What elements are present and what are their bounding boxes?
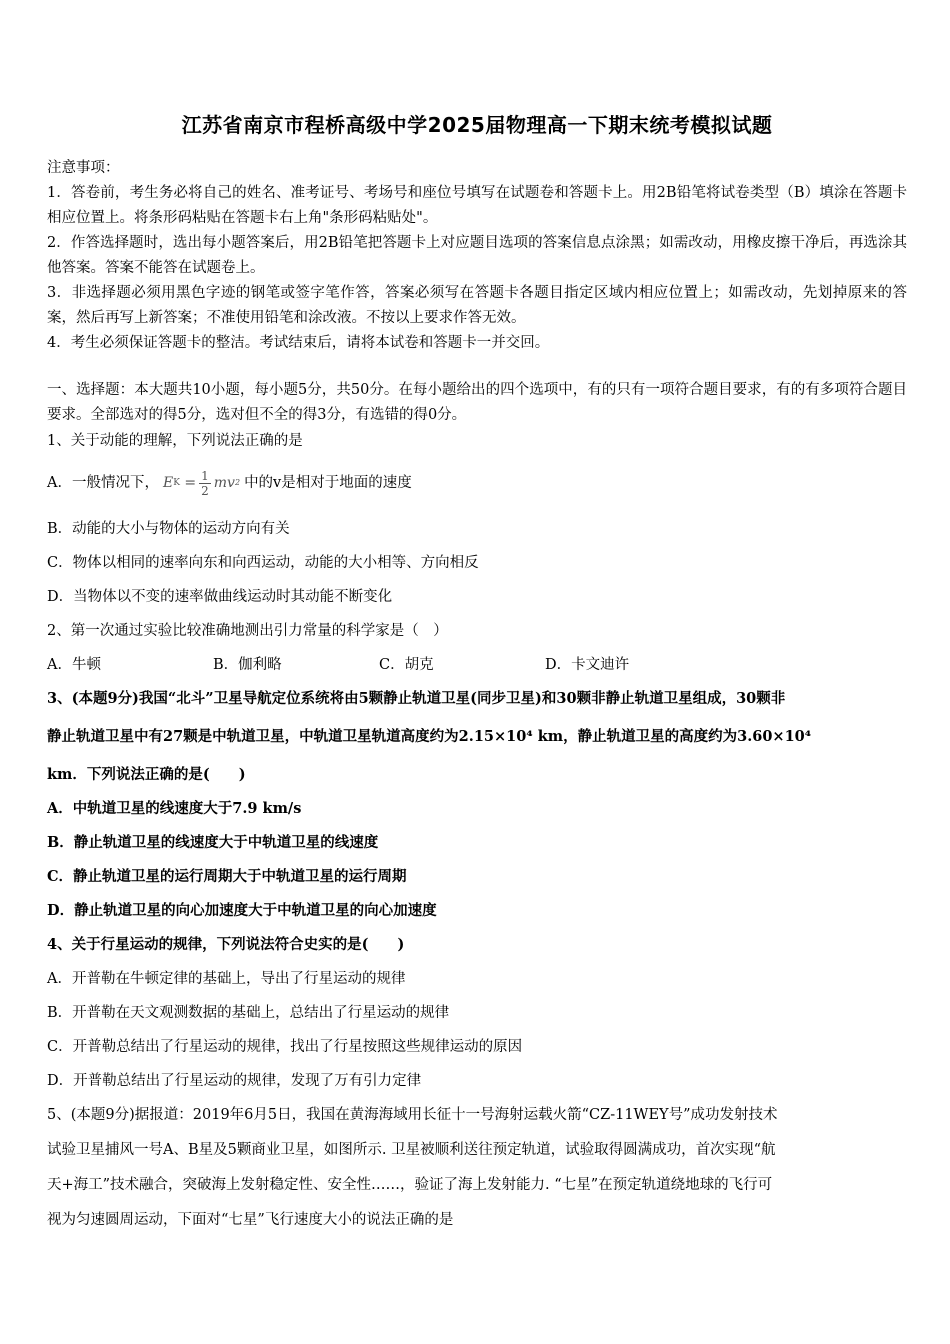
question-5 (47, 1098, 907, 1238)
formula-numerator: 1 (201, 468, 209, 483)
question-3 (47, 680, 907, 922)
option-c: C．物体以相同的速率向东和向西运动，动能的大小相等、方向相反 (47, 555, 479, 571)
option-c: C．静止轨道卫星的运行周期大于中轨道卫星的运行周期 (47, 868, 407, 885)
option-b: B．伽利略 (213, 657, 282, 673)
question-2 (47, 620, 907, 676)
question-stem: 1、关于动能的理解，下列说法正确的是 (47, 433, 303, 449)
formula-fraction (199, 469, 211, 498)
question-4 (47, 934, 907, 1092)
option-a-prefix: A．一般情况下， (47, 475, 159, 491)
kinetic-energy-formula: E K = $\frac{1}{2}$ mv 2 (163, 460, 240, 506)
options-row (47, 654, 907, 676)
formula-sup: 2 (234, 478, 241, 487)
question-stem: 4、关于行星运动的规律，下列说法符合史实的是( ) (47, 936, 405, 953)
option-a: A．牛顿 (47, 657, 101, 673)
page-title: 江苏省南京市程桥高级中学2025届物理高一下期末统考模拟试题 (181, 113, 773, 137)
exam-page (47, 110, 907, 1238)
option-a: A．中轨道卫星的线速度大于7.9 km/s (47, 800, 302, 817)
notice-item: 1．答卷前，考生务必将自己的姓名、准考证号、考场号和座位号填写在试题卷和答题卡上。用2B铅笔将试卷类型（B）填涂在答题卡相应位置上。将条形码粘贴在答题卡右上角"条形码粘贴处"。 (47, 185, 907, 226)
formula-sub: K (173, 478, 180, 488)
formula-rhs: mv (213, 475, 235, 491)
option-d: D．开普勒总结出了行星运动的规律，发现了万有引力定律 (47, 1073, 422, 1089)
section-heading: 一、选择题：本大题共10小题，每小题5分，共50分。在每小题给出的四个选项中，有的只有一项符合题目要求，有的有多项符合题目要求。全部选对的得5分，选对但不全的得3分，有选错的得0分。 (47, 382, 907, 423)
option-b: B．开普勒在天文观测数据的基础上，总结出了行星运动的规律 (47, 1005, 450, 1021)
question-1 (47, 430, 907, 608)
notice-heading: 注意事项： (47, 160, 120, 176)
question-stem-line: km．下列说法正确的是( ) (47, 766, 246, 783)
option-a-suffix: 中的v是相对于地面的速度 (244, 475, 412, 491)
notice-section (47, 156, 907, 356)
notice-item: 4．考生必须保证答题卡的整洁。考试结束后，请将本试卷和答题卡一并交回。 (47, 335, 550, 351)
question-stem-line: 3、(本题9分)我国“北斗”卫星导航定位系统将由5颗静止轨道卫星(同步卫星)和30颗非静止轨道卫星组成，30颗非 (47, 690, 786, 707)
question-stem-line: 静止轨道卫星中有27颗是中轨道卫星，中轨道卫星轨道高度约为2.15×10⁴ km，静止轨道卫星的高度约为3.60×10⁴ (47, 728, 812, 745)
notice-item: 3．非选择题必须用黑色字迹的钢笔或签字笔作答，答案必须写在答题卡各题目指定区域内相应位置上；如需改动，先划掉原来的答案，然后再写上新答案；不准使用铅笔和涂改液。不按以上要求作答无效。 (47, 285, 907, 326)
option-a (47, 460, 907, 506)
question-stem-line: 5、(本题9分)据报道：2019年6月5日，我国在黄海海域用长征十一号海射运载火箭“CZ-11WEY号”成功发射技术 (47, 1107, 778, 1123)
option-c: C．开普勒总结出了行星运动的规律，找出了行星按照这些规律运动的原因 (47, 1039, 523, 1055)
option-b: B．动能的大小与物体的运动方向有关 (47, 521, 290, 537)
question-stem-line: 试验卫星捕风一号A、B星及5颗商业卫星，如图所示. 卫星被顺利送往预定轨道，试验取得圆满成功，首次实现“航 (47, 1142, 776, 1158)
option-d: D．静止轨道卫星的向心加速度大于中轨道卫星的向心加速度 (47, 902, 437, 919)
option-a: A．开普勒在牛顿定律的基础上，导出了行星运动的规律 (47, 971, 406, 987)
option-d: D．当物体以不变的速率做曲线运动时其动能不断变化 (47, 589, 393, 605)
formula-lhs: E (162, 475, 174, 491)
question-stem: 2、第一次通过实验比较准确地测出引力常量的科学家是（ ） (47, 623, 448, 639)
option-b: B．静止轨道卫星的线速度大于中轨道卫星的线速度 (47, 834, 379, 851)
question-stem-line: 天+海工”技术融合，突破海上发射稳定性、安全性……，验证了海上发射能力. “七星”在预定轨道绕地球的飞行可 (47, 1177, 773, 1193)
question-stem-line: 视为匀速圆周运动，下面对“七星”飞行速度大小的说法正确的是 (47, 1212, 454, 1228)
option-c: C．胡克 (379, 657, 434, 673)
option-d: D．卡文迪许 (545, 657, 630, 673)
formula-denominator: 2 (201, 483, 209, 498)
notice-item: 2．作答选择题时，选出每小题答案后，用2B铅笔把答题卡上对应题目选项的答案信息点涂黑；如需改动，用橡皮擦干净后，再选涂其他答案。答案不能答在试题卷上。 (47, 235, 907, 276)
